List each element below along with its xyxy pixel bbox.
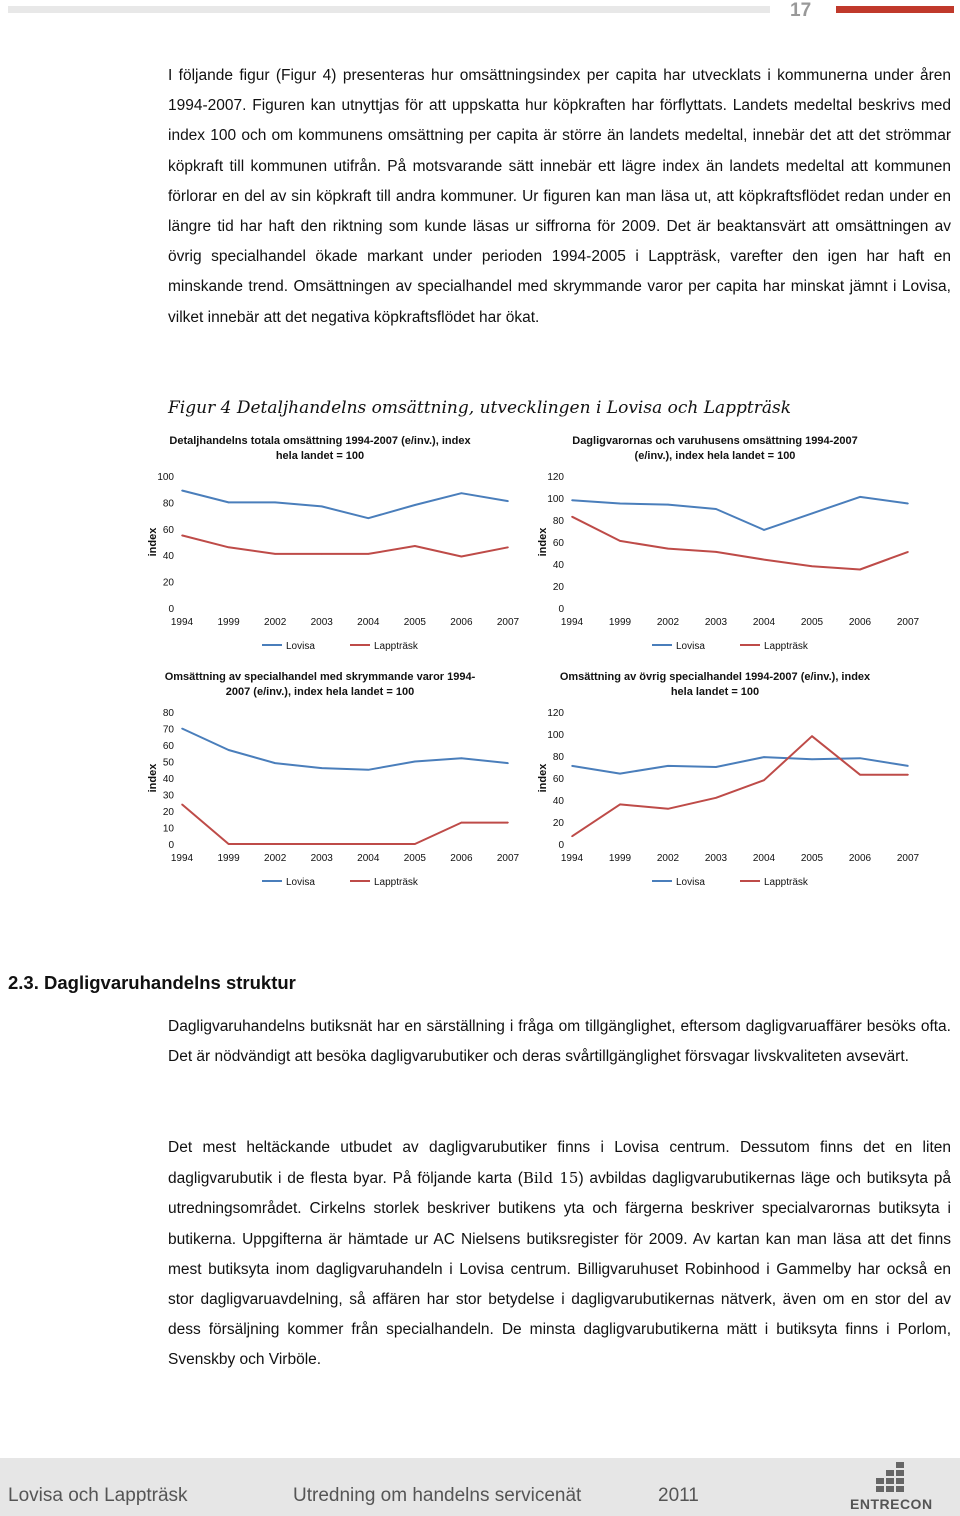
- y-tick-label: 0: [558, 840, 564, 851]
- x-tick-label: 2002: [264, 853, 287, 864]
- data-point: [228, 546, 230, 548]
- chart-title: hela landet = 100: [275, 450, 365, 462]
- paragraph-text: ) avbildas dagligvarubutikernas läge och butiksyta på utredningsområdet. Cirkelns storlek beskriver butikens yta och färgerna beskriver specialvarornas butiksyta i butikerna. Uppgifterna är hämtade ur AC Nielsens butiksregister för 2009. Av kartan kan man läsa att det finns mest butiksyta inom dagligvaruhandeln i Lovisa centrum. Billigvaruhuset Robinhood i Gammelby har också en stor dagligvaruavdelning, så affären har stor betydelse i dagligvarubutikernas nätverk, även om en stor del av dess försäljning kommer från specialhandeln. De minsta dagligvarubutikerna mätt i butiksyta finns i Porlom, Svenskby och Virböle.: [168, 1170, 951, 1369]
- data-point: [414, 761, 416, 763]
- x-tick-label: 1994: [560, 853, 584, 864]
- data-point: [811, 735, 813, 737]
- x-tick-label: 2003: [310, 853, 333, 864]
- data-point: [763, 779, 765, 781]
- data-point: [667, 504, 669, 506]
- data-point: [619, 503, 621, 505]
- section-paragraph-1: Dagligvaruhandelns butiksnät har en särställning i fråga om tillgänglighet, eftersom dagligvaruaffärer besöks ofta. Det är nödvändigt att besöka dagligvarubutiker och deras svårtillgänglighet försvagar livskvaliteten avsevärt.: [168, 1018, 951, 1066]
- x-tick-label: 2007: [496, 617, 520, 628]
- legend-label: Lappträsk: [764, 877, 808, 888]
- data-point: [181, 535, 183, 537]
- x-tick-label: 2004: [357, 617, 380, 628]
- data-point: [571, 765, 573, 767]
- y-tick-label: 20: [162, 577, 174, 589]
- y-tick-label: 70: [162, 724, 174, 736]
- data-point: [859, 496, 861, 498]
- data-point: [321, 506, 323, 508]
- y-axis-label: index: [147, 763, 159, 793]
- x-tick-label: 2005: [800, 853, 824, 864]
- data-point: [181, 728, 183, 730]
- x-tick-label: 2007: [896, 853, 920, 864]
- x-tick-label: 2005: [403, 617, 426, 628]
- data-point: [414, 504, 416, 506]
- chart-title: Omsättning av specialhandel med skrymmande varor 1994-: [164, 671, 476, 683]
- data-point: [571, 516, 573, 518]
- data-point: [907, 503, 909, 505]
- section-heading: 2.3. Dagligvaruhandelns struktur: [8, 972, 296, 993]
- entrecon-logo-icon: [876, 1462, 906, 1492]
- x-tick-label: 2004: [752, 617, 776, 628]
- chart-svg: [530, 428, 920, 658]
- chart-svg: [140, 428, 520, 658]
- footer-logo-text: ENTRECON: [850, 1496, 933, 1512]
- series-line-lappträsk: [572, 517, 908, 570]
- data-point: [763, 559, 765, 561]
- x-tick-label: 2004: [752, 853, 776, 864]
- x-tick-label: 1999: [217, 617, 240, 628]
- y-tick-label: 0: [168, 840, 174, 851]
- data-point: [367, 517, 369, 519]
- data-point: [228, 502, 230, 504]
- x-tick-label: 2006: [450, 853, 473, 864]
- x-tick-label: 2006: [848, 617, 872, 628]
- data-point: [859, 774, 861, 776]
- legend-label: Lovisa: [676, 641, 705, 652]
- data-point: [907, 774, 909, 776]
- header-rule-accent: [836, 6, 954, 13]
- data-point: [811, 759, 813, 761]
- data-point: [507, 762, 509, 764]
- series-line-lappträsk: [572, 736, 908, 836]
- intro-paragraph: I följande figur (Figur 4) presenteras hur omsättningsindex per capita har utvecklats i kommunerna under åren 1994-2007. Figuren kan utnyttjas för att uppskatta hur köpkraften har förflyttats. Landets medeltal beskrivs med index 100 och om kommunens omsättning per capita är större än landets medeltal, innebär det att det strömmar köpkraft till kommunen utifrån. På motsvarande sätt innebär ett lägre index än landets medeltal att kommunen förlorar en del av sin köpkraft till andra kommuner. Ur figuren kan man läsa ut, att köpkraftsflödet redan under en längre tid har haft den riktning som kunde läsas ur siffrorna för 2009. Det är beaktansvärt att omsättningen av övrig specialhandel ökade markant under perioden 1994-2005 i Lappträsk, varefter den igen har haft en minskande trend. Omsättningen av specialhandel med skrymmande varor per capita har minskat jämnt i Lovisa, vilket innebär att det negativa köpkraftsflödet har ökat.: [168, 67, 951, 326]
- data-point: [667, 765, 669, 767]
- y-tick-label: 60: [552, 774, 564, 785]
- chart-groceries: [530, 428, 920, 658]
- data-point: [811, 513, 813, 515]
- data-point: [715, 797, 717, 799]
- data-point: [619, 540, 621, 542]
- y-tick-label: 40: [162, 551, 174, 563]
- series-line-lovisa: [182, 491, 508, 519]
- data-point: [367, 769, 369, 771]
- data-point: [274, 762, 276, 764]
- x-tick-label: 2002: [264, 617, 287, 628]
- figure-caption: Figur 4 Detaljhandelns omsättning, utvecklingen i Lovisa och Lappträsk: [168, 398, 792, 418]
- chart-svg: [140, 664, 520, 894]
- data-point: [274, 502, 276, 504]
- data-point: [181, 804, 183, 806]
- data-point: [321, 553, 323, 555]
- data-point: [715, 508, 717, 510]
- data-point: [859, 757, 861, 759]
- series-line-lovisa: [182, 729, 508, 770]
- x-tick-label: 1999: [608, 617, 632, 628]
- footer-subtitle: Utredning om handelns servicenät: [293, 1485, 582, 1506]
- x-tick-label: 1994: [560, 617, 584, 628]
- x-tick-label: 2005: [800, 617, 824, 628]
- data-point: [367, 843, 369, 845]
- y-tick-label: 10: [162, 823, 174, 835]
- data-point: [414, 545, 416, 547]
- data-point: [619, 773, 621, 775]
- x-tick-label: 2003: [704, 853, 728, 864]
- header-rule-left: [8, 6, 770, 13]
- y-tick-label: 100: [157, 472, 174, 483]
- y-tick-label: 50: [162, 757, 174, 769]
- data-point: [461, 492, 463, 494]
- y-tick-label: 40: [552, 796, 564, 807]
- x-tick-label: 2004: [357, 853, 380, 864]
- data-point: [507, 822, 509, 824]
- y-tick-label: 60: [162, 741, 174, 752]
- x-tick-label: 2006: [848, 853, 872, 864]
- series-line-lovisa: [572, 757, 908, 774]
- data-point: [859, 569, 861, 571]
- x-tick-label: 2007: [896, 617, 920, 628]
- y-tick-label: 60: [162, 524, 174, 536]
- chart-title: Detaljhandelns totala omsättning 1994-2007 (e/inv.), index: [169, 435, 471, 447]
- data-point: [414, 843, 416, 845]
- series-line-lovisa: [572, 497, 908, 530]
- y-tick-label: 80: [162, 498, 174, 510]
- chart-title: Omsättning av övrig specialhandel 1994-2007 (e/inv.), index: [559, 671, 871, 683]
- x-tick-label: 2006: [450, 617, 473, 628]
- chart-title: (e/inv.), index hela landet = 100: [634, 450, 796, 462]
- footer-title: Lovisa och Lappträsk: [8, 1485, 188, 1506]
- x-tick-label: 1994: [170, 853, 194, 864]
- chart-title: Dagligvarornas och varuhusens omsättning 1994-2007: [572, 435, 858, 447]
- legend-label: Lappträsk: [374, 877, 418, 888]
- data-point: [763, 529, 765, 531]
- x-tick-label: 1994: [170, 617, 194, 628]
- y-tick-label: 30: [162, 790, 174, 802]
- data-point: [321, 843, 323, 845]
- data-point: [907, 765, 909, 767]
- series-line-lappträsk: [182, 535, 508, 556]
- y-tick-label: 120: [547, 472, 564, 483]
- paragraph-text: Det mest heltäckande utbudet av dagligvarubutiker finns i Lovisa centrum. Dessutom finns det en liten dagligvarubutik i de flesta byar. På följande karta (: [168, 1139, 951, 1188]
- data-point: [571, 499, 573, 501]
- data-point: [274, 843, 276, 845]
- y-tick-label: 40: [552, 560, 564, 571]
- y-tick-label: 0: [168, 604, 174, 615]
- chart-svg: [530, 664, 920, 894]
- data-point: [667, 548, 669, 550]
- x-tick-label: 2005: [403, 853, 426, 864]
- y-tick-label: 20: [162, 807, 174, 818]
- data-point: [715, 766, 717, 768]
- data-point: [763, 756, 765, 758]
- data-point: [667, 808, 669, 810]
- data-point: [619, 804, 621, 806]
- data-point: [507, 500, 509, 502]
- chart-other-specialty: [530, 664, 920, 894]
- y-tick-label: 80: [552, 516, 564, 527]
- y-tick-label: 80: [162, 708, 174, 719]
- data-point: [461, 822, 463, 824]
- data-point: [811, 565, 813, 567]
- y-tick-label: 40: [162, 774, 174, 785]
- y-tick-label: 100: [547, 730, 564, 741]
- legend-label: Lovisa: [286, 641, 315, 652]
- legend-label: Lovisa: [286, 877, 315, 888]
- y-tick-label: 20: [552, 818, 564, 829]
- data-point: [461, 757, 463, 759]
- data-point: [907, 551, 909, 553]
- data-point: [321, 767, 323, 769]
- x-tick-label: 2002: [656, 617, 680, 628]
- data-point: [507, 546, 509, 548]
- y-tick-label: 80: [552, 752, 564, 763]
- data-point: [715, 551, 717, 553]
- data-point: [181, 490, 183, 492]
- x-tick-label: 2003: [704, 617, 728, 628]
- chart-title: hela landet = 100: [670, 686, 760, 698]
- data-point: [228, 843, 230, 845]
- figure-reference: Bild 15: [522, 1169, 579, 1188]
- section-paragraph-2: [168, 1133, 951, 1376]
- chart-bulky-specialty: [140, 664, 520, 894]
- x-tick-label: 2002: [656, 853, 680, 864]
- chart-title: 2007 (e/inv.), index hela landet = 100: [225, 686, 415, 698]
- legend-label: Lappträsk: [764, 641, 808, 652]
- y-tick-label: 20: [552, 582, 564, 593]
- chart-total-retail: [140, 428, 520, 658]
- data-point: [228, 749, 230, 751]
- x-tick-label: 1999: [217, 853, 240, 864]
- y-axis-label: index: [537, 527, 549, 557]
- data-point: [461, 556, 463, 558]
- x-tick-label: 2007: [496, 853, 520, 864]
- y-tick-label: 0: [558, 604, 564, 615]
- y-tick-label: 120: [547, 708, 564, 719]
- data-point: [367, 553, 369, 555]
- y-tick-label: 60: [552, 538, 564, 549]
- legend-label: Lovisa: [676, 877, 705, 888]
- footer-year: 2011: [658, 1485, 699, 1506]
- series-line-lappträsk: [182, 804, 508, 844]
- data-point: [274, 553, 276, 555]
- legend-label: Lappträsk: [374, 641, 418, 652]
- y-tick-label: 100: [547, 494, 564, 505]
- y-axis-label: index: [537, 763, 549, 793]
- y-axis-label: index: [147, 527, 159, 557]
- x-tick-label: 1999: [608, 853, 632, 864]
- page-number: 17: [790, 0, 812, 21]
- data-point: [571, 836, 573, 838]
- x-tick-label: 2003: [310, 617, 333, 628]
